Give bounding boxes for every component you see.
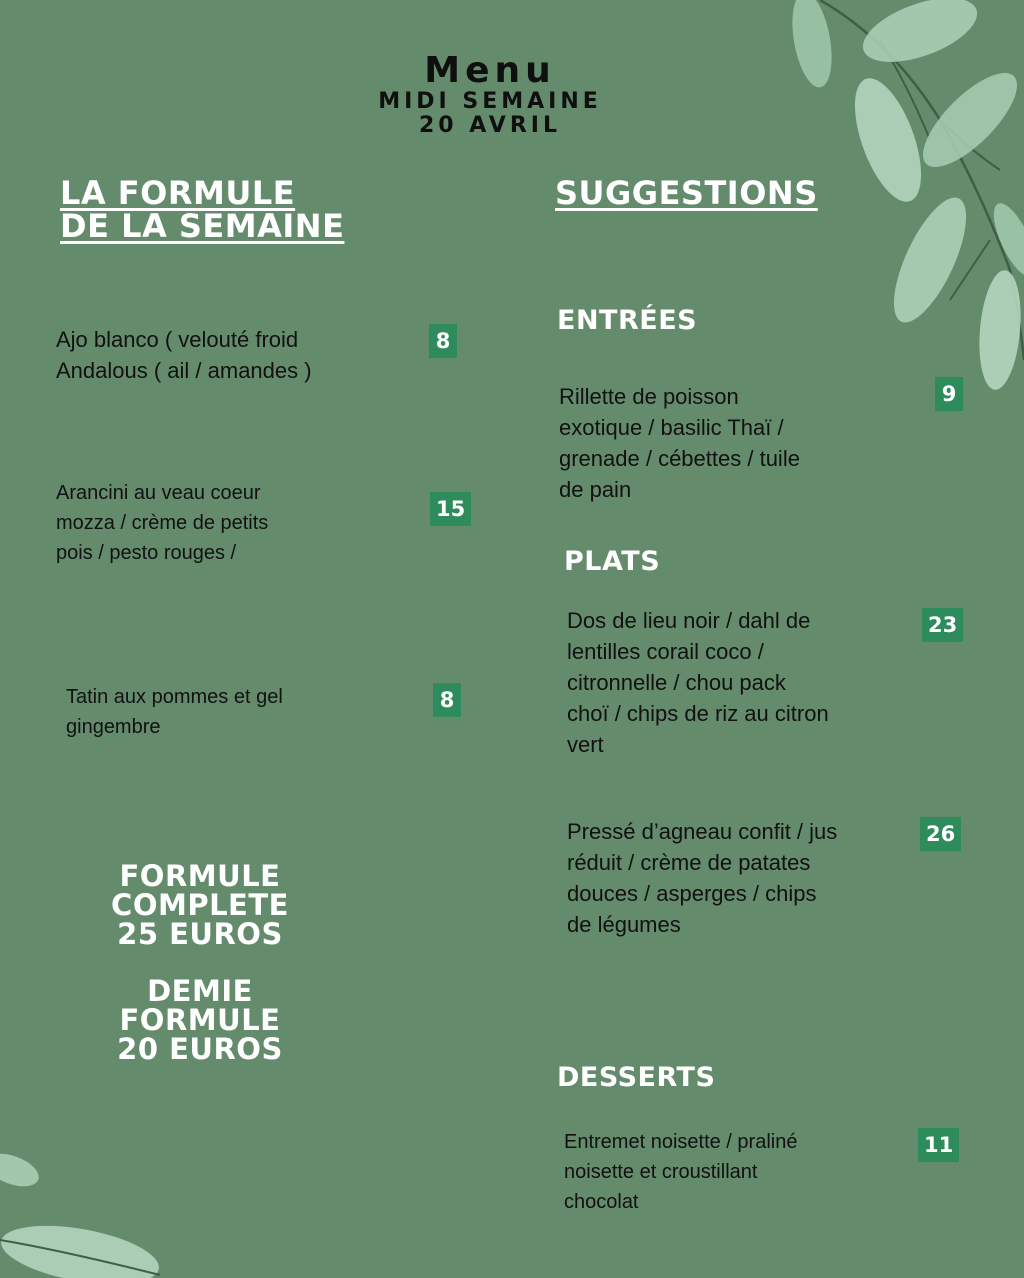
dish-line: grenade / cébettes / tuile bbox=[559, 446, 800, 471]
dish-line: exotique / basilic Thaï / bbox=[559, 415, 784, 440]
formule-complete-line: FORMULE bbox=[119, 859, 281, 893]
dish-line: de légumes bbox=[567, 912, 681, 937]
entree-dish-1 bbox=[559, 381, 909, 505]
formule-complete-line: COMPLETE bbox=[111, 888, 289, 922]
dish-line: Arancini au veau coeur bbox=[56, 482, 261, 504]
formule-heading bbox=[60, 174, 345, 245]
price-badge: 11 bbox=[918, 1128, 959, 1162]
dish-line: Entremet noisette / praliné bbox=[564, 1131, 798, 1153]
page-subtitle: MIDI SEMAINE bbox=[378, 89, 602, 114]
formule-heading-line1: LA FORMULE bbox=[60, 174, 296, 212]
dish-line: choï / chips de riz au citron bbox=[567, 701, 829, 726]
dish-line: Dos de lieu noir / dahl de bbox=[567, 608, 811, 633]
formule-demie-line: DEMIE bbox=[147, 974, 253, 1008]
price-badge: 9 bbox=[935, 377, 963, 411]
dish-line: réduit / crème de patates bbox=[567, 850, 811, 875]
formule-complete-price: 25 EUROS bbox=[117, 917, 283, 951]
dish-line: citronnelle / chou pack bbox=[567, 670, 786, 695]
formule-complete bbox=[60, 859, 340, 951]
dish-line: de pain bbox=[559, 477, 632, 502]
price-badge: 23 bbox=[922, 608, 963, 642]
dish-line: chocolat bbox=[564, 1191, 639, 1213]
plat-dish-1 bbox=[567, 605, 907, 760]
dish-line: mozza / crème de petits bbox=[56, 512, 269, 534]
formule-dish-2 bbox=[56, 478, 416, 568]
formule-heading-line2: DE LA SEMAINE bbox=[60, 207, 345, 245]
suggestions-heading: SUGGESTIONS bbox=[555, 174, 818, 212]
dish-line: Rillette de poisson bbox=[559, 384, 739, 409]
dish-line: douces / asperges / chips bbox=[567, 881, 817, 906]
dish-line: Andalous ( ail / amandes ) bbox=[56, 358, 312, 383]
formule-dish-3 bbox=[66, 682, 426, 742]
formule-demie-line: FORMULE bbox=[119, 1003, 281, 1037]
leaf-branch-icon bbox=[0, 1140, 180, 1278]
price-badge: 26 bbox=[920, 817, 961, 851]
dish-line: Ajo blanco ( velouté froid bbox=[56, 327, 299, 352]
plat-dish-2 bbox=[567, 816, 907, 940]
price-badge: 8 bbox=[429, 324, 457, 358]
price-badge: 15 bbox=[430, 492, 471, 526]
dish-line: noisette et croustillant bbox=[564, 1161, 758, 1183]
formule-demie bbox=[60, 974, 340, 1066]
formule-demie-price: 20 EUROS bbox=[117, 1032, 283, 1066]
formule-dish-1 bbox=[56, 324, 416, 386]
dish-line: vert bbox=[567, 732, 604, 757]
dish-line: lentilles corail coco / bbox=[567, 639, 764, 664]
dessert-dish-1 bbox=[564, 1127, 904, 1217]
price-badge: 8 bbox=[433, 683, 461, 717]
entrees-heading: ENTRÉES bbox=[557, 305, 698, 336]
desserts-heading: DESSERTS bbox=[557, 1062, 716, 1093]
page-date: 20 AVRIL bbox=[419, 113, 561, 138]
page-title: Menu bbox=[424, 50, 556, 91]
dish-line: pois / pesto rouges / bbox=[56, 542, 237, 564]
plats-heading: PLATS bbox=[564, 546, 661, 577]
dish-line: Pressé d’agneau confit / jus bbox=[567, 819, 838, 844]
dish-line: Tatin aux pommes et gel bbox=[66, 686, 283, 708]
dish-line: gingembre bbox=[66, 716, 161, 738]
